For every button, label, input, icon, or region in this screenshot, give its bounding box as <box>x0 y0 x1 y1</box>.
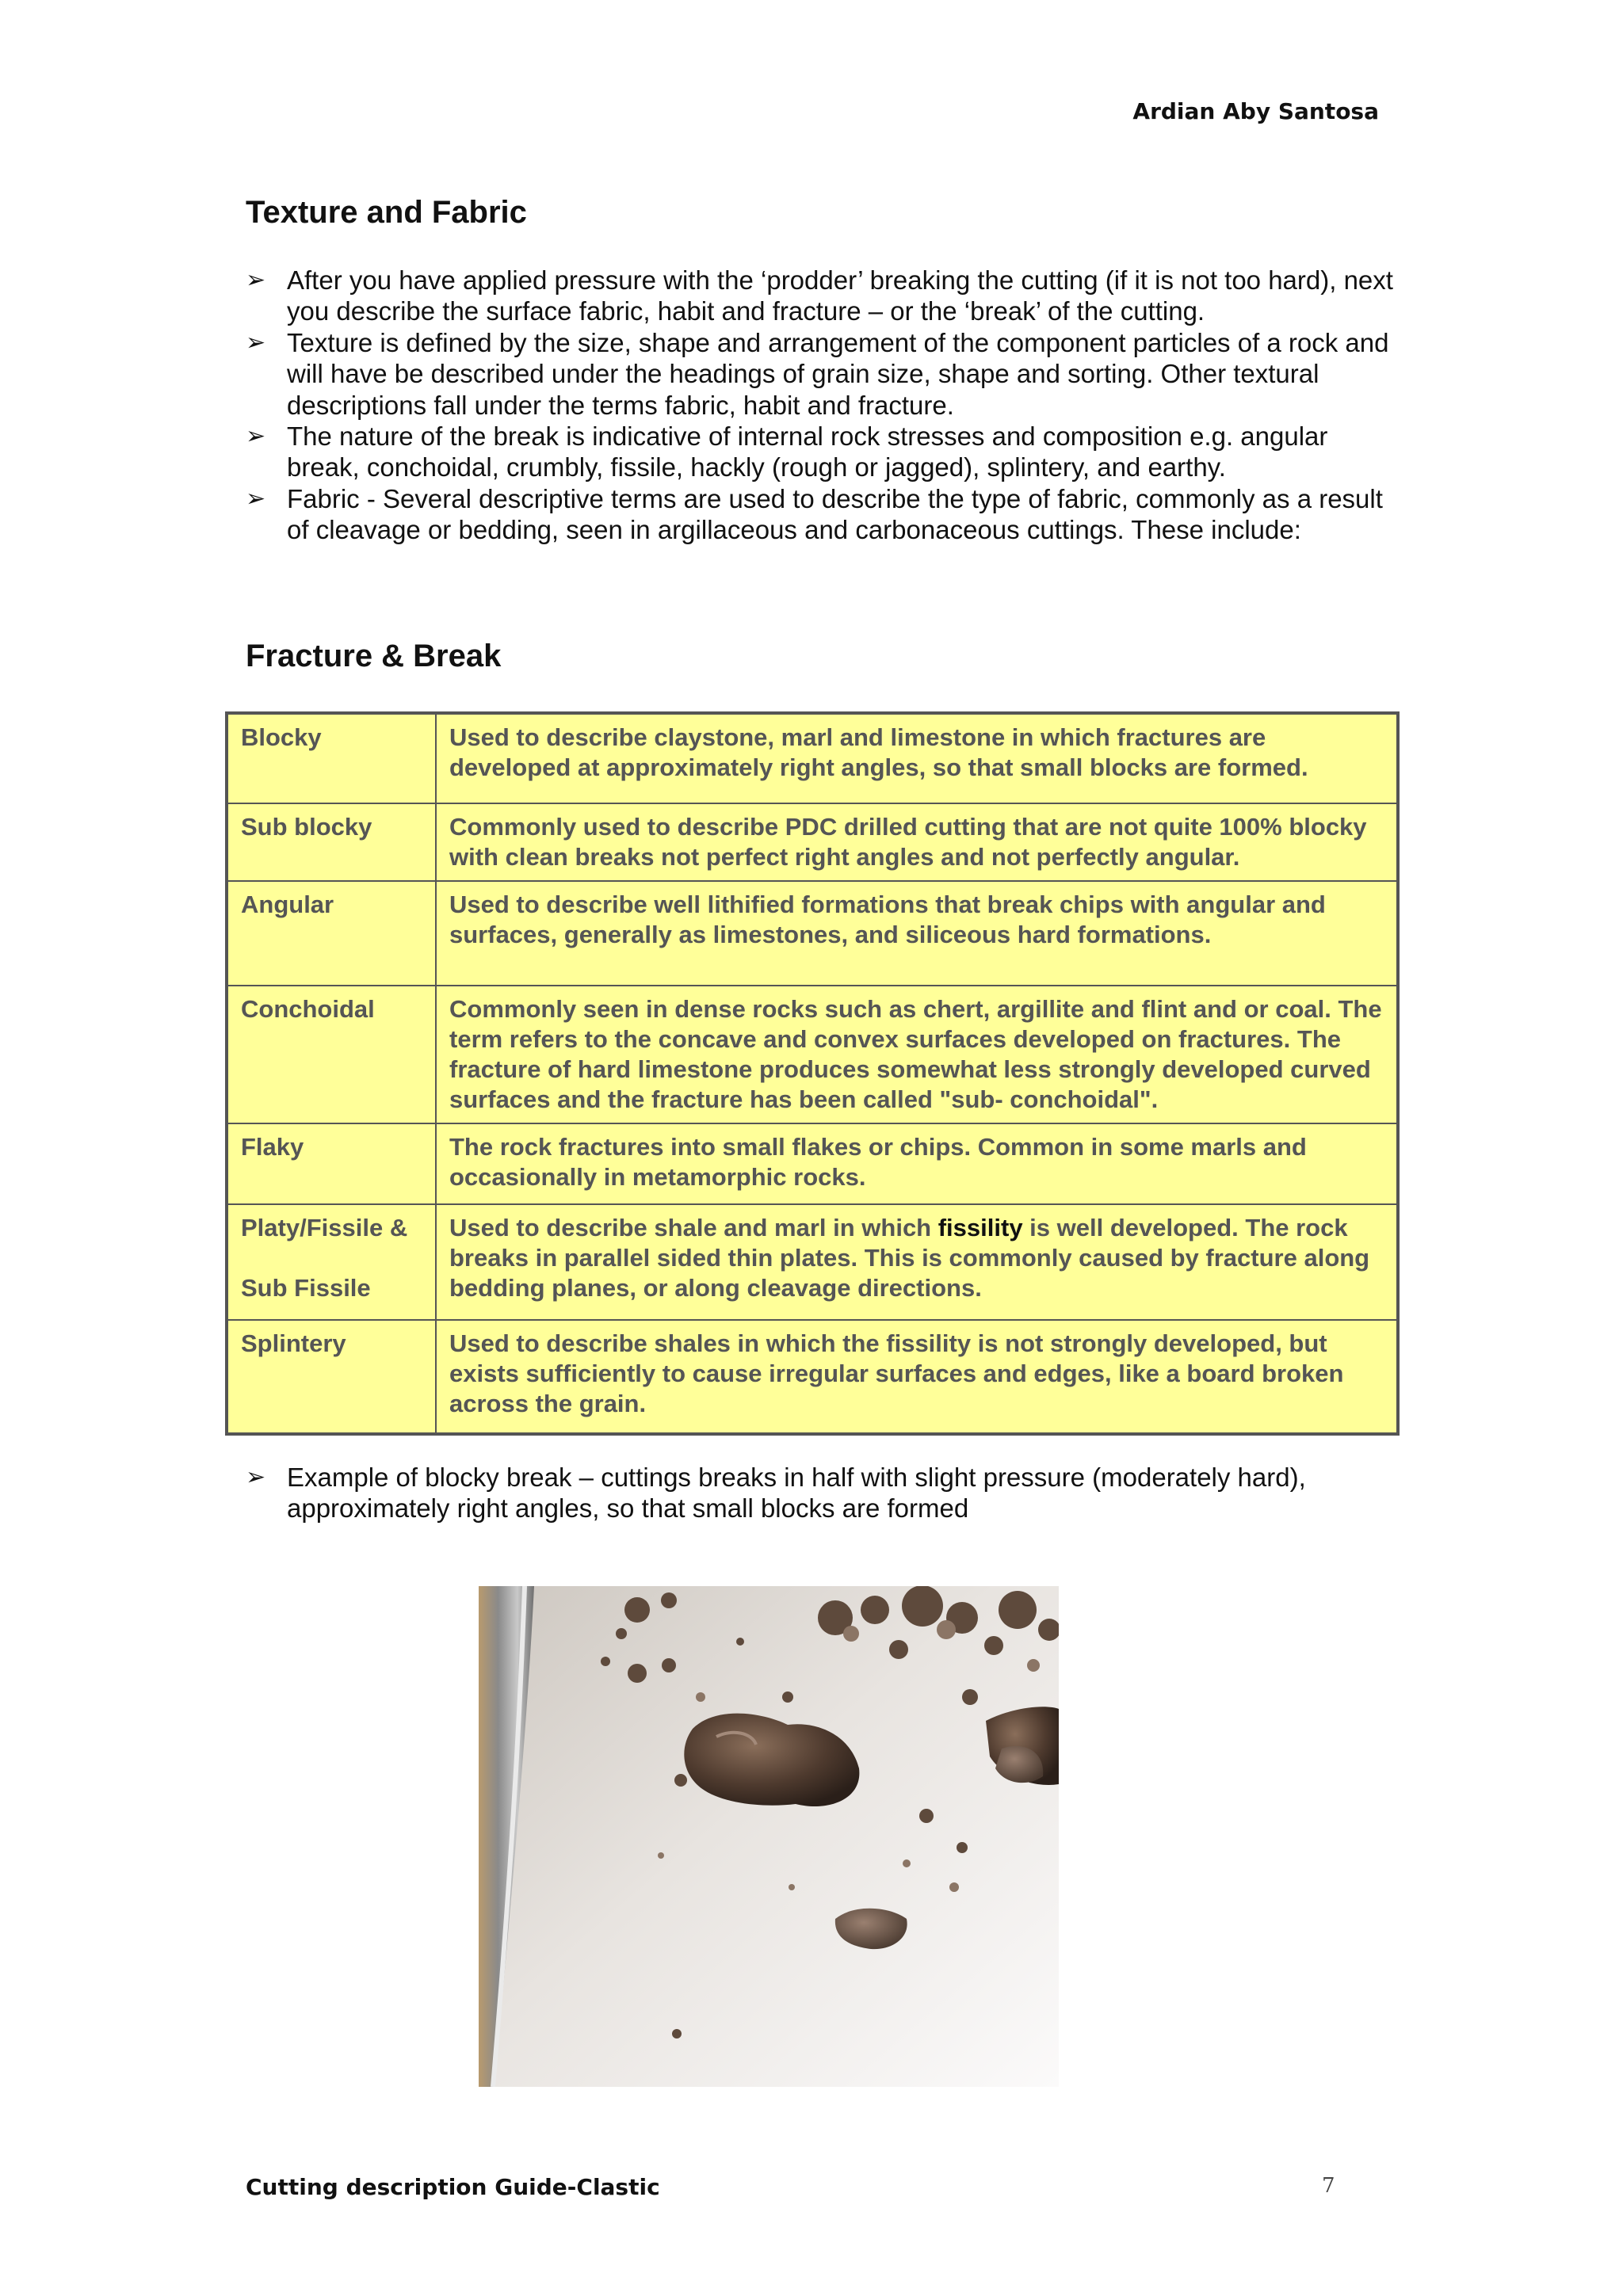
description-cell: Used to describe well lithified formations that break chips with angular and surfaces, generally as limestones, and siliceous hard formations. <box>436 881 1398 986</box>
description-cell: Commonly used to describe PDC drilled cutting that are not quite 100% blocky with clean breaks not perfect right angles and not perfectly angular. <box>436 803 1398 881</box>
arrow-bullet-icon: ➢ <box>246 266 266 294</box>
section-title-texture: Texture and Fabric <box>246 195 527 230</box>
description-cell: Used to describe shale and marl in which fissility is well developed. The rock breaks in parallel sided thin plates. This is commonly caused by fracture along bedding planes, or along cleavage directions. <box>436 1204 1398 1320</box>
arrow-bullet-icon: ➢ <box>246 328 266 357</box>
example-bullet-list <box>246 1462 1395 1524</box>
term-cell: Flaky <box>227 1123 436 1204</box>
term-line: Platy/Fissile & <box>241 1214 408 1241</box>
term-line-spacer <box>241 1243 422 1273</box>
term-cell: Conchoidal <box>227 986 436 1123</box>
table-row <box>227 1204 1398 1320</box>
table-row <box>227 803 1398 881</box>
list-item: ➢ Example of blocky break – cuttings breaks in half with slight pressure (moderately hard), approximately right angles, so that small blocks are formed <box>246 1463 1306 1524</box>
list-item: ➢ The nature of the break is indicative of internal rock stresses and composition e.g. angular break, conchoidal, crumbly, fissile, hackly (rough or jagged), splintery, and earthy. <box>246 421 1328 482</box>
term-cell: Splintery <box>227 1320 436 1434</box>
header-author: Ardian Aby Santosa <box>1132 98 1379 124</box>
term-cell: Sub blocky <box>227 803 436 881</box>
arrow-bullet-icon: ➢ <box>246 484 266 513</box>
description-cell: Commonly seen in dense rocks such as chert, argillite and flint and or coal. The term refers to the concave and convex surfaces developed on fractures. The fracture of hard limestone produces somewhat less strongly developed curved surfaces and the fracture has been called "sub- conchoidal". <box>436 986 1398 1123</box>
page-number: 7 <box>1322 2174 1335 2198</box>
table-row <box>227 881 1398 986</box>
description-cell: Used to describe shales in which the fissility is not strongly developed, but exists sufficiently to cause irregular surfaces and edges, like a board broken across the grain. <box>436 1320 1398 1434</box>
list-item: ➢ Texture is defined by the size, shape and arrangement of the component particles of a rock and will have be described under the headings of grain size, shape and sorting. Other textural descriptions fall under the terms fabric, habit and fracture. <box>246 327 1389 420</box>
list-item: ➢ Fabric - Several descriptive terms are used to describe the type of fabric, commonly as a result of cleavage or bedding, seen in argillaceous and carbonaceous cuttings. These include: <box>246 483 1383 545</box>
table-row <box>227 986 1398 1123</box>
arrow-bullet-icon: ➢ <box>246 1463 266 1491</box>
term-line: Sub Fissile <box>241 1274 371 1302</box>
arrow-bullet-icon: ➢ <box>246 422 266 451</box>
description-cell: The rock fractures into small flakes or chips. Common in some marls and occasionally in metamorphic rocks. <box>436 1123 1398 1204</box>
table-row <box>227 713 1398 803</box>
highlight-term: fissility <box>938 1214 1023 1241</box>
blocky-cuttings-photo <box>479 1586 1059 2087</box>
fracture-table <box>225 711 1400 1436</box>
section-title-fracture: Fracture & Break <box>246 639 502 673</box>
footer-title: Cutting description Guide-Clastic <box>246 2174 660 2200</box>
term-cell <box>227 1204 436 1320</box>
list-item: ➢ After you have applied pressure with the ‘prodder’ breaking the cutting (if it is not too hard), next you describe the surface fabric, habit and fracture – or the ‘break’ of the cutting. <box>246 265 1393 326</box>
term-cell: Blocky <box>227 713 436 803</box>
texture-bullet-list <box>246 265 1395 546</box>
term-cell: Angular <box>227 881 436 986</box>
description-cell: Used to describe claystone, marl and limestone in which fractures are developed at approximately right angles, so that small blocks are formed. <box>436 713 1398 803</box>
table-row <box>227 1320 1398 1434</box>
table-row <box>227 1123 1398 1204</box>
